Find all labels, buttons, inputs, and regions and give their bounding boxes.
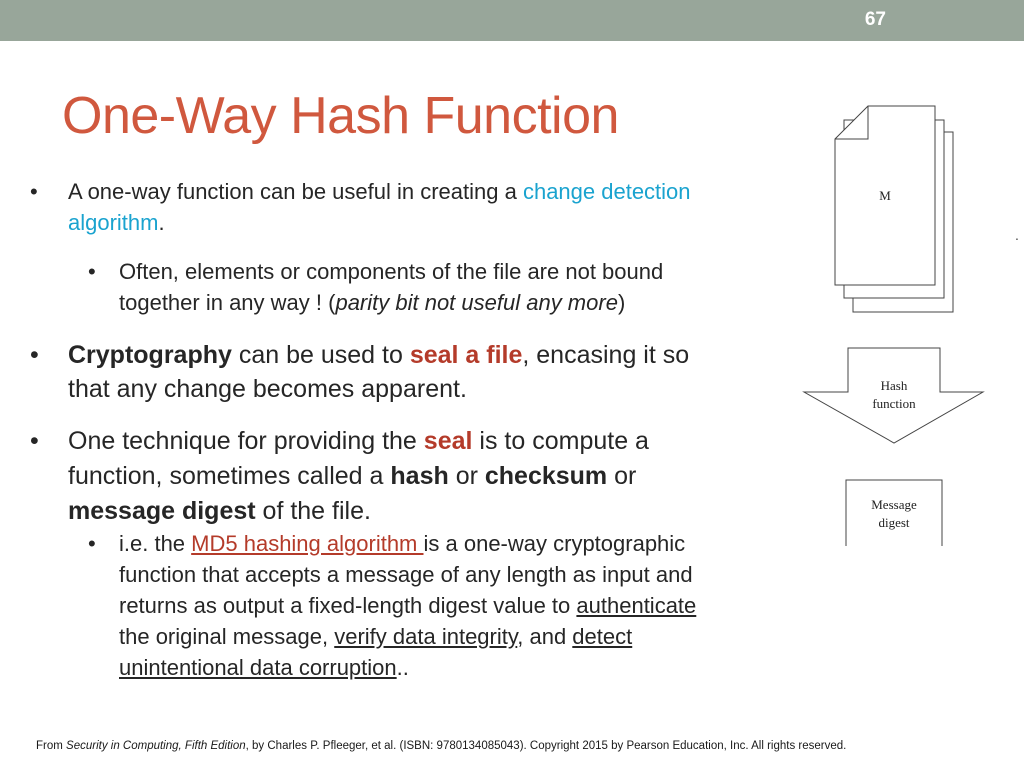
bullet-3-line-2: function, sometimes called a hash or checksum or <box>68 462 637 490</box>
hash-label-line-1: Hash <box>880 378 908 393</box>
slide-number: 67 <box>864 9 886 30</box>
sub-bullet-3-line-1: i.e. the MD5 hashing algorithm is a one-way cryptographic <box>119 531 686 556</box>
authenticate-link[interactable]: authenticate <box>576 593 697 618</box>
bullet-marker: • <box>30 179 38 204</box>
stray-mark: . <box>1015 227 1019 243</box>
document-stack-icon <box>835 106 953 312</box>
bullet-2-line-1: Cryptography can be used to seal a file, encasing it so <box>68 341 690 369</box>
bullet-marker: • <box>30 341 39 369</box>
detect-link[interactable]: detect <box>572 624 633 649</box>
bullet-2-line-2: that any change becomes apparent. <box>68 375 467 403</box>
hash-label-line-2: function <box>872 396 916 411</box>
slide-title: One-Way Hash Function <box>62 87 619 145</box>
document-label: M <box>879 188 891 203</box>
bullet-1-line-2: algorithm. <box>68 210 165 235</box>
data-corruption-link[interactable]: unintentional data corruption <box>119 655 397 680</box>
footer-citation: From Security in Computing, Fifth Edition, by Charles P. Pfleeger, et al. (ISBN: 9780134085043). Copyright 2015 by Pearson Education, Inc. All rights reserved. <box>36 740 847 752</box>
digest-label-line-2: digest <box>878 515 910 530</box>
sub-bullet-marker: • <box>88 531 96 556</box>
bullet-marker: • <box>30 427 39 455</box>
sub-bullet-3-line-3: returns as output a fixed-length digest value to authenticate <box>119 593 697 618</box>
sub-bullet-marker: • <box>88 259 96 284</box>
sub-bullet-1-line-1: Often, elements or components of the file are not bound <box>119 259 664 284</box>
sub-bullet-1-line-2: together in any way ! (parity bit not useful any more) <box>119 290 626 315</box>
verify-data-integrity-link[interactable]: verify data integrity <box>334 624 518 649</box>
sub-bullet-3-line-2: function that accepts a message of any length as input and <box>119 562 693 587</box>
bullet-1-line-1: A one-way function can be useful in creating a change detection <box>68 179 691 204</box>
md5-link[interactable]: MD5 hashing algorithm <box>191 531 424 556</box>
bullet-3-line-1: One technique for providing the seal is to compute a <box>68 427 649 455</box>
bullet-3-line-3: message digest of the file. <box>68 497 371 525</box>
sub-bullet-3-line-4: the original message, verify data integrity, and detect <box>119 624 633 649</box>
sub-bullet-3-line-5: unintentional data corruption.. <box>119 655 409 680</box>
change-detection-highlight: change detection <box>522 179 691 204</box>
digest-label-line-1: Message <box>871 497 917 512</box>
message-digest-box <box>846 480 942 546</box>
